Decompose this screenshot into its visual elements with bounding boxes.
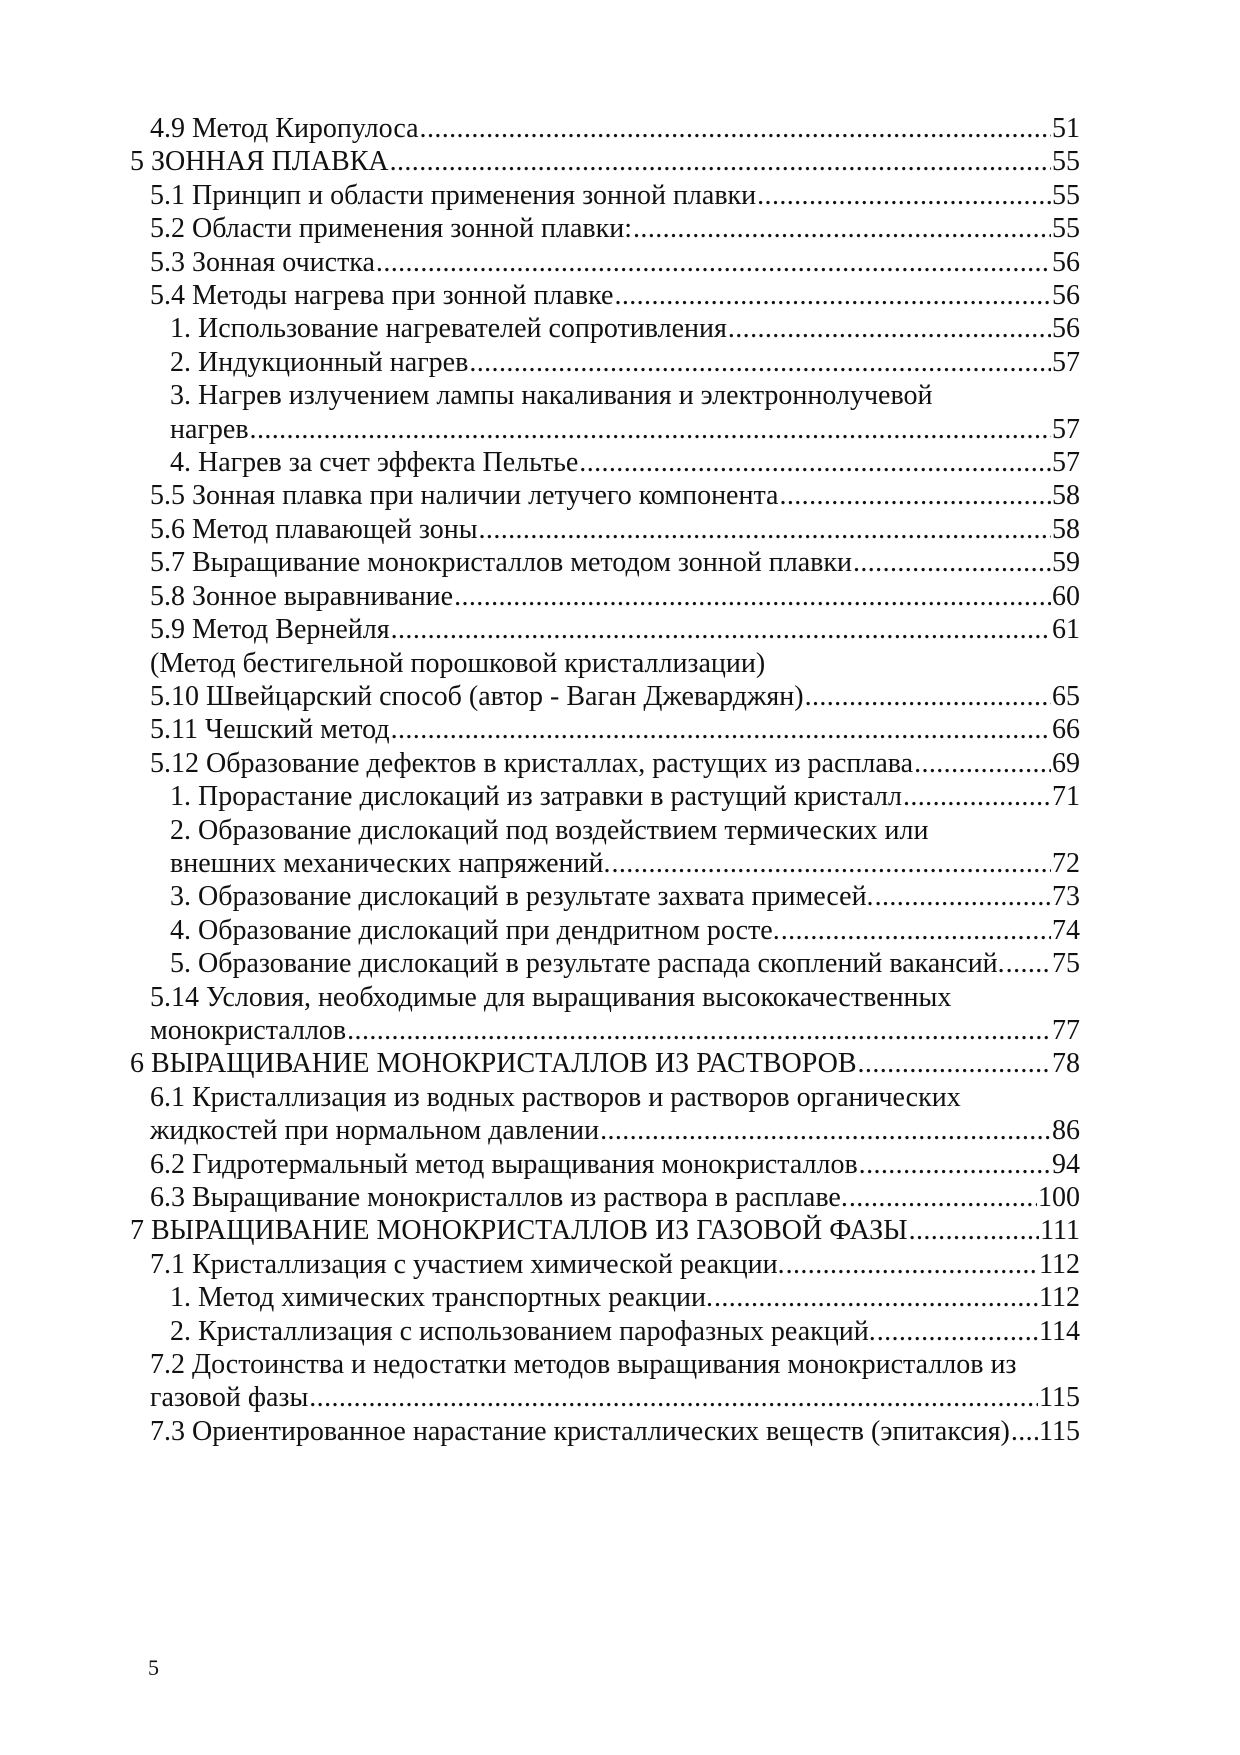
dot-leader xyxy=(391,613,1051,646)
toc-entry-page: 115 xyxy=(1039,1415,1080,1447)
toc-entry[interactable] xyxy=(170,1281,1080,1314)
toc-entry-page: 56 xyxy=(1052,280,1080,312)
dot-leader xyxy=(420,112,1051,145)
toc-entry[interactable] xyxy=(150,513,1080,546)
dot-leader xyxy=(875,880,1051,913)
dot-leader xyxy=(614,279,1051,312)
toc-entry[interactable] xyxy=(130,1047,1080,1080)
toc-entry-page: 56 xyxy=(1052,246,1080,278)
toc-entry-title-line: 5.14 Условия, необходимые для выращивания высококачественных xyxy=(150,981,952,1013)
toc-entry-page: 71 xyxy=(1052,781,1080,813)
toc-entry-page: 74 xyxy=(1052,914,1080,946)
toc-entry-page: 115 xyxy=(1039,1382,1080,1414)
dot-leader xyxy=(779,479,1051,512)
dot-leader xyxy=(579,446,1051,479)
dot-leader xyxy=(853,546,1051,579)
toc-entry-page: 112 xyxy=(1039,1248,1080,1280)
dot-leader xyxy=(250,413,1051,446)
toc-entry-page: 55 xyxy=(1052,179,1080,211)
toc-entry[interactable] xyxy=(150,279,1080,312)
dot-leader xyxy=(390,145,1051,178)
toc-entry-title: 5.2 Области применения зонной плавки: xyxy=(150,213,633,245)
toc-entry[interactable] xyxy=(150,112,1080,145)
toc-entry-page: 114 xyxy=(1039,1315,1080,1347)
toc-entry-title: 3. Образование дислокаций в результате захвата примесей. xyxy=(170,881,874,913)
toc-entry[interactable] xyxy=(150,981,1080,1048)
dot-leader xyxy=(728,312,1051,345)
toc-entry-title: 6.3 Выращивание монокристаллов из раствора в расплаве. xyxy=(150,1182,848,1213)
dot-leader xyxy=(786,1248,1038,1281)
toc-entry-title: 5.8 Зонное выравнивание xyxy=(150,580,454,612)
table-of-contents xyxy=(0,112,1240,1448)
toc-entry[interactable] xyxy=(150,713,1080,746)
toc-entry-title: 2. Индукционный нагрев xyxy=(170,346,469,378)
dot-leader xyxy=(376,246,1051,279)
toc-entry-title: 5 ЗОННАЯ ПЛАВКА xyxy=(130,146,389,178)
toc-entry-page: 86 xyxy=(1052,1115,1080,1147)
toc-entry[interactable] xyxy=(170,947,1080,980)
toc-entry-page: 66 xyxy=(1052,714,1080,746)
toc-entry[interactable] xyxy=(150,747,1080,780)
toc-entry-page: 61 xyxy=(1052,614,1080,646)
toc-entry[interactable] xyxy=(150,1148,1080,1181)
toc-entry-title: 7.1 Кристаллизация с участием химической реакции. xyxy=(150,1248,785,1280)
toc-entry-title: нагрев xyxy=(170,413,249,445)
toc-entry-title: 5.12 Образование дефектов в кристаллах, растущих из расплава xyxy=(150,747,914,779)
toc-entry-page: 51 xyxy=(1052,113,1080,144)
toc-entry[interactable] xyxy=(150,179,1080,212)
toc-entry-title: 4. Образование дислокаций при дендритном росте. xyxy=(170,914,780,946)
toc-entry-page: 60 xyxy=(1052,580,1080,612)
toc-entry-title: 1. Прорастание дислокаций из затравки в растущий кристалл xyxy=(170,781,902,813)
dot-leader xyxy=(1006,947,1051,980)
toc-entry-title: 5.9 Метод Вернейля xyxy=(150,614,390,646)
toc-entry[interactable] xyxy=(130,1214,1080,1247)
toc-entry-title: 5. Образование дислокаций в результате распада скоплений вакансий. xyxy=(170,948,1005,980)
dot-leader xyxy=(903,780,1051,813)
toc-entry-title: 6 ВЫРАЩИВАНИЕ МОНОКРИСТАЛЛОВ ИЗ РАСТВОРОВ xyxy=(130,1048,857,1080)
toc-entry-page: 56 xyxy=(1052,313,1080,345)
toc-entry[interactable] xyxy=(170,346,1080,379)
toc-entry[interactable] xyxy=(150,1081,1080,1148)
dot-leader xyxy=(391,713,1051,746)
toc-entry[interactable] xyxy=(150,680,1080,713)
toc-entry-title: внешних механических напряжений. xyxy=(170,847,611,879)
toc-entry-title: 5.1 Принцип и области применения зонной плавки xyxy=(150,179,757,211)
toc-entry-page: 111 xyxy=(1040,1215,1080,1247)
toc-entry[interactable] xyxy=(170,814,1080,881)
toc-entry[interactable] xyxy=(150,1348,1080,1415)
toc-entry[interactable] xyxy=(150,613,1080,646)
toc-entry[interactable] xyxy=(150,479,1080,512)
toc-entry[interactable] xyxy=(150,546,1080,579)
toc-entry-page: 57 xyxy=(1052,346,1080,378)
toc-entry[interactable] xyxy=(170,312,1080,345)
toc-entry-page: 55 xyxy=(1052,213,1080,245)
toc-entry-title-line: 3. Нагрев излучением лампы накаливания и электроннолучевой xyxy=(170,380,933,412)
toc-entry-page: 94 xyxy=(1052,1148,1080,1180)
toc-entry-title-line: 2. Образование дислокаций под воздействием термических или xyxy=(170,814,929,846)
toc-entry-page: 78 xyxy=(1052,1048,1080,1080)
dot-leader xyxy=(714,1281,1038,1314)
toc-entry[interactable] xyxy=(170,1315,1080,1348)
toc-entry-page: 72 xyxy=(1052,847,1080,879)
toc-entry-page: 57 xyxy=(1052,447,1080,479)
toc-entry-title: 5.11 Чешский метод xyxy=(150,714,390,746)
toc-entry[interactable] xyxy=(150,1415,1080,1448)
toc-entry-page: 58 xyxy=(1052,480,1080,512)
toc-entry-page: 55 xyxy=(1052,146,1080,178)
dot-leader xyxy=(909,1214,1040,1247)
toc-entry-page: 59 xyxy=(1052,547,1080,579)
toc-entry-page: 58 xyxy=(1052,513,1080,545)
toc-entry[interactable] xyxy=(170,379,1080,446)
toc-entry-title-line: 6.1 Кристаллизация из водных растворов и растворов органических xyxy=(150,1081,961,1113)
dot-leader xyxy=(914,747,1051,780)
toc-entry-page: 65 xyxy=(1052,680,1080,712)
toc-entry-title: 5.5 Зонная плавка при наличии летучего компонента xyxy=(150,480,779,512)
dot-leader xyxy=(479,513,1051,546)
dot-leader xyxy=(877,1315,1038,1348)
dot-leader xyxy=(781,914,1051,947)
toc-entry-title: 4. Нагрев за счет эффекта Пельтье xyxy=(170,447,579,479)
toc-entry-title: 5.6 Метод плавающей зоны xyxy=(150,513,478,545)
dot-leader xyxy=(633,212,1051,245)
toc-entry-title: газовой фазы xyxy=(150,1382,309,1414)
toc-entry-title: 5.4 Методы нагрева при зонной плавке xyxy=(150,280,614,312)
toc-entry[interactable] xyxy=(130,145,1080,178)
toc-entry-title: 5.3 Зонная очистка xyxy=(150,246,375,278)
toc-entry[interactable] xyxy=(150,1248,1080,1281)
toc-entry[interactable] xyxy=(170,914,1080,947)
dot-leader xyxy=(805,680,1051,713)
toc-entry-page: 100 xyxy=(1038,1182,1080,1213)
toc-entry-page: 75 xyxy=(1052,948,1080,980)
dot-leader xyxy=(859,1148,1051,1181)
dot-leader xyxy=(858,1047,1051,1080)
toc-entry-title-line: 7.2 Достоинства и недостатки методов выращивания монокристаллов из xyxy=(150,1349,1017,1381)
toc-entry-page: 69 xyxy=(1052,747,1080,779)
toc-entry[interactable] xyxy=(150,647,1080,680)
dot-leader xyxy=(757,179,1051,212)
dot-leader xyxy=(600,1114,1051,1147)
toc-entry-title: жидкостей при нормальном давлении xyxy=(150,1115,600,1147)
dot-leader xyxy=(347,1014,1051,1047)
toc-entry[interactable] xyxy=(170,446,1080,479)
toc-entry-title: 7.3 Ориентированное нарастание кристаллических веществ (эпитаксия) xyxy=(150,1415,1010,1447)
dot-leader xyxy=(454,580,1051,613)
toc-entry-title: 4.9 Метод Киропулоса xyxy=(150,113,419,144)
toc-entry-page: 77 xyxy=(1052,1014,1080,1046)
dot-leader xyxy=(849,1181,1037,1214)
toc-entry-title: 2. Кристаллизация с использованием парофазных реакций. xyxy=(170,1315,876,1347)
toc-entry-title: 6.2 Гидротермальный метод выращивания монокристаллов xyxy=(150,1148,858,1180)
dot-leader xyxy=(611,847,1051,880)
toc-entry[interactable] xyxy=(170,780,1080,813)
toc-entry[interactable] xyxy=(150,246,1080,279)
toc-entry[interactable] xyxy=(150,212,1080,245)
toc-entry-title: 5.7 Выращивание монокристаллов методом зонной плавки xyxy=(150,547,852,579)
toc-entry-page: 57 xyxy=(1052,413,1080,445)
toc-entry-title: 5.10 Швейцарский способ (автор - Ваган Джеварджян) xyxy=(150,680,804,712)
toc-entry-title: 1. Использование нагревателей сопротивления xyxy=(170,313,727,345)
dot-leader xyxy=(1011,1415,1038,1448)
toc-entry-title: 7 ВЫРАЩИВАНИЕ МОНОКРИСТАЛЛОВ ИЗ ГАЗОВОЙ ФАЗЫ xyxy=(130,1215,908,1247)
toc-entry[interactable] xyxy=(150,1181,1080,1214)
toc-entry[interactable] xyxy=(150,580,1080,613)
toc-entry-title: монокристаллов xyxy=(150,1014,347,1046)
dot-leader xyxy=(309,1381,1038,1414)
dot-leader xyxy=(469,346,1051,379)
toc-entry-page: 112 xyxy=(1039,1282,1080,1314)
toc-entry-title: (Метод бестигельной порошковой кристаллизации) xyxy=(150,647,766,679)
toc-entry[interactable] xyxy=(170,880,1080,913)
toc-entry-page: 73 xyxy=(1052,881,1080,913)
page-number: 5 xyxy=(148,1655,159,1680)
toc-entry-title: 1. Метод химических транспортных реакции. xyxy=(170,1282,713,1314)
